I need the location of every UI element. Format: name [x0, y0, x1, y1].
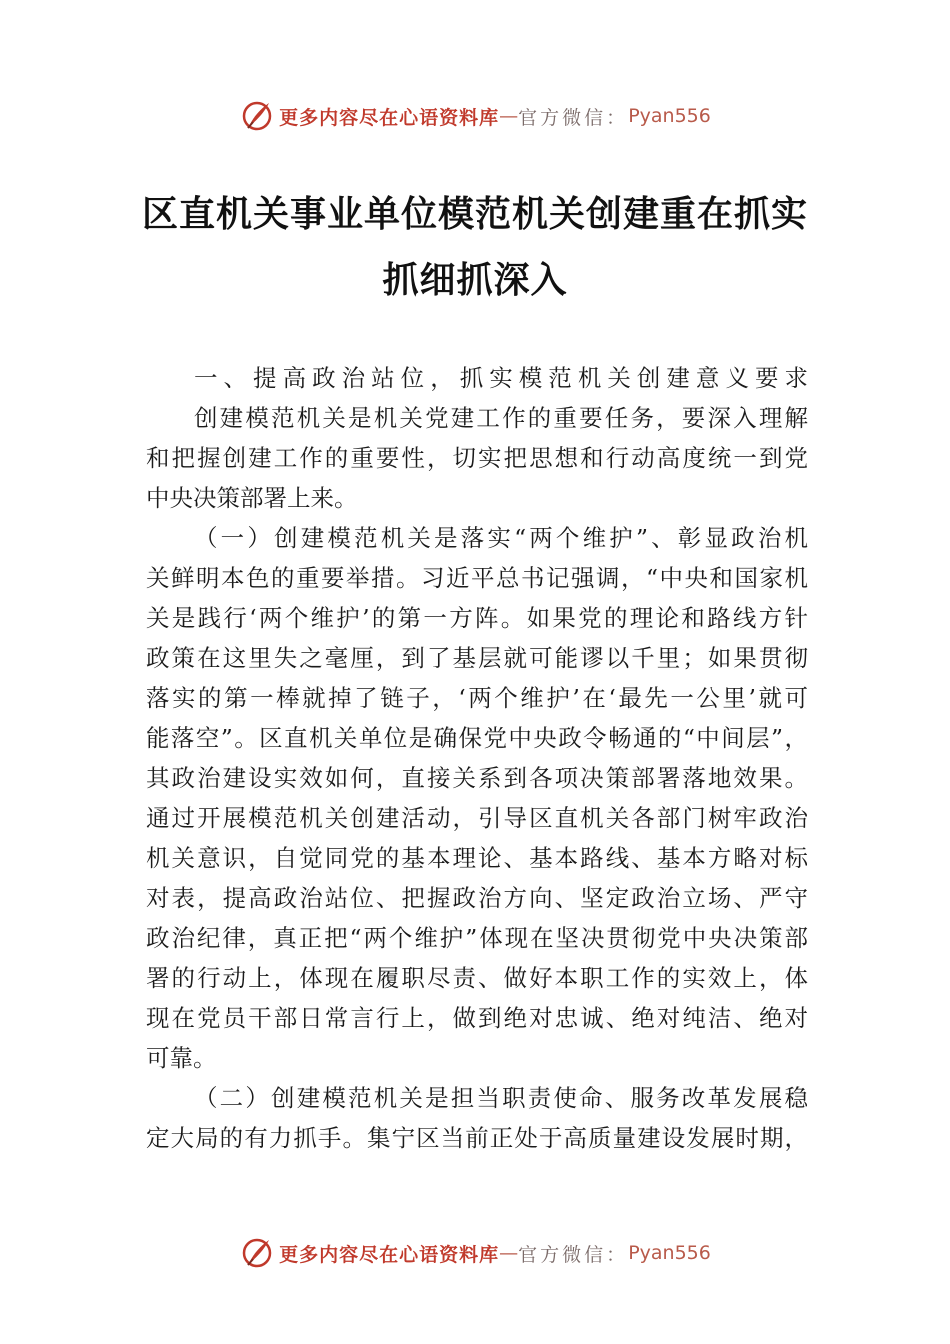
subsection-heading: （一）创建模范机关是落实“两个维护”、彰显政治机 — [194, 524, 808, 552]
body-line: 政策在这里失之毫厘，到了基层就可能谬以千里；如果贯彻 — [146, 644, 808, 672]
quill-logo-icon — [239, 98, 275, 134]
document-title-line-1: 区直机关事业单位模范机关创建重在抓实 — [141, 193, 808, 235]
footer-banner — [0, 1233, 950, 1273]
body-line: 署的行动上，体现在履职尽责、做好本职工作的实效上，体 — [146, 964, 808, 992]
body-line: 现在党员干部日常言行上，做到绝对忠诚、绝对纯洁、绝对 — [146, 1004, 808, 1032]
body-line: 政治纪律，真正把“两个维护”体现在坚决贯彻党中央决策部 — [146, 924, 808, 952]
header-banner — [0, 96, 950, 136]
body-line: 中央决策部署上来。 — [146, 484, 358, 512]
body-line: 关鲜明本色的重要举措。习近平总书记强调，“中央和国家机 — [146, 564, 808, 592]
banner-dash: — — [499, 105, 519, 127]
body-line: 通过开展模范机关创建活动，引导区直机关各部门树牢政治 — [146, 804, 808, 832]
body-line: 创建模范机关是机关党建工作的重要任务，要深入理解 — [194, 404, 808, 432]
wechat-handle: Pyan556 — [628, 1242, 711, 1264]
wechat-label: 官方微信： — [518, 1243, 629, 1266]
document-title-line-2: 抓细抓深入 — [382, 259, 568, 301]
body-line: 对表，提高政治站位、把握政治方向、坚定政治立场、严守 — [146, 884, 808, 912]
brand-text: 更多内容尽在心语资料库 — [279, 1243, 500, 1266]
body-line: 能落空”。区直机关单位是确保党中央政令畅通的“中间层”， — [146, 724, 808, 752]
body-line: 机关意识，自觉同党的基本理论、基本路线、基本方略对标 — [146, 844, 808, 872]
brand-text: 更多内容尽在心语资料库 — [279, 106, 500, 129]
body-line: 落实的第一棒就掉了链子，‘两个维护’在‘最先一公里’就可 — [146, 684, 808, 712]
body-line: 关是践行‘两个维护’的第一方阵。如果党的理论和路线方针 — [146, 604, 808, 632]
banner-dash: — — [499, 1242, 519, 1264]
section-heading: 一、提高政治站位，抓实模范机关创建意义要求 — [194, 364, 808, 392]
body-line: 其政治建设实效如何，直接关系到各项决策部署落地效果。 — [146, 764, 808, 792]
body-line: 和把握创建工作的重要性，切实把思想和行动高度统一到党 — [146, 444, 808, 472]
wechat-label: 官方微信： — [518, 106, 629, 129]
quill-logo-icon — [239, 1235, 275, 1271]
subsection-heading: （二）创建模范机关是担当职责使命、服务改革发展稳 — [194, 1084, 808, 1112]
wechat-handle: Pyan556 — [628, 105, 711, 127]
body-line: 定大局的有力抓手。集宁区当前正处于高质量建设发展时期， — [146, 1124, 808, 1152]
body-line: 可靠。 — [146, 1044, 217, 1072]
